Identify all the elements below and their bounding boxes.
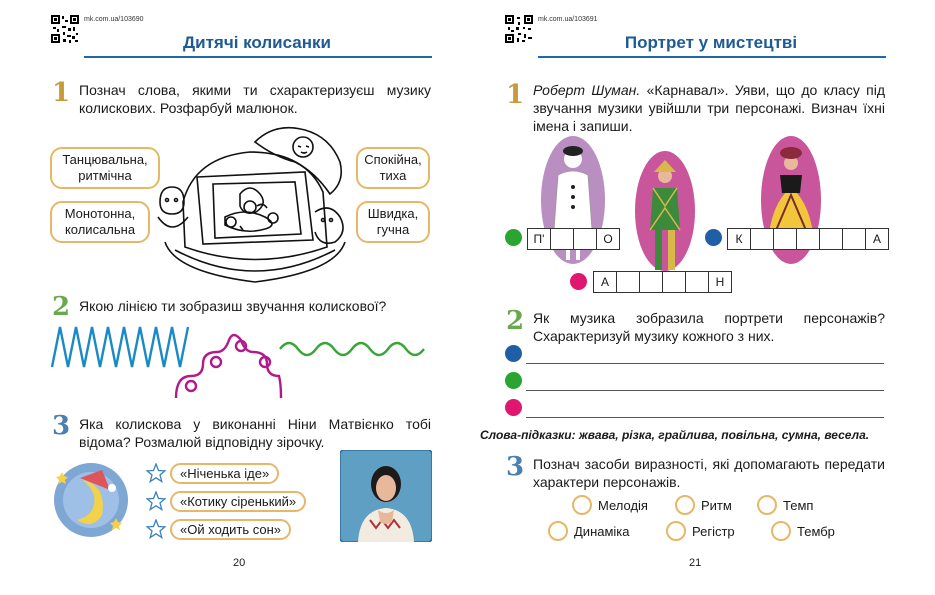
letter-cell[interactable] [662,271,686,293]
name-grid-3[interactable] [594,271,732,293]
letter-cell[interactable] [842,228,866,250]
option-label: Мелодія [598,497,648,513]
wavy-line-option[interactable] [278,334,433,364]
right-page [468,0,935,595]
letter-cell[interactable] [685,271,709,293]
task-text: Яка колискова у виконанні Ніни Матвієнко тобі відома? Розмалюй відповідну зірочку. [79,416,431,450]
letter-cell[interactable] [639,271,663,293]
letter-cell[interactable] [750,228,774,250]
option-pill[interactable]: Спокійна, тиха [356,147,430,189]
checkbox-circle[interactable] [757,495,777,515]
pink-dot-marker [570,273,587,290]
composer-name: Роберт Шуман. [533,82,641,98]
cradle-coloring-image[interactable] [155,122,355,287]
task-number: 2 [506,306,525,336]
star-icon[interactable] [146,463,166,483]
option-pill[interactable]: Швидка, гучна [356,201,430,243]
option-label: Тембр [797,523,835,539]
letter-cell[interactable]: А [593,271,617,293]
scalloped-line-option[interactable] [173,326,283,401]
left-page [0,0,467,595]
task-text: Познач слова, якими ти схарактеризуєш музику колискових. Розфарбуй малюнок. [79,82,431,116]
qr-code-icon [50,14,80,44]
expressive-option[interactable] [771,521,835,541]
letter-cell[interactable] [773,228,797,250]
star-icon[interactable] [146,519,166,539]
song-option[interactable] [146,462,279,484]
task-number: 3 [506,452,525,482]
task-number: 2 [52,292,71,322]
checkbox-circle[interactable] [572,495,592,515]
page-number: 21 [689,557,702,569]
task-number: 1 [506,80,525,110]
song-label: «Ніченька іде» [170,463,279,484]
letter-cell[interactable] [796,228,820,250]
expressive-option[interactable] [757,495,813,515]
letter-cell[interactable]: К [727,228,751,250]
pink-dot-marker [505,399,522,416]
checkbox-circle[interactable] [548,521,568,541]
option-pill[interactable]: Танцювальна, ритмічна [50,147,160,189]
task-number: 1 [52,78,71,108]
page-number: 20 [233,557,246,569]
option-label: Ритм [701,497,732,513]
expressive-option[interactable] [675,495,732,515]
qr-url[interactable]: mk.com.ua/103691 [538,16,598,23]
title-divider [84,56,432,58]
harlequin-image [634,150,696,272]
star-icon[interactable] [146,491,166,511]
page-title: Дитячі колисанки [183,33,331,52]
letter-cell[interactable] [616,271,640,293]
answer-line[interactable] [526,417,884,418]
name-grid-1[interactable] [528,228,620,250]
expressive-option[interactable] [572,495,648,515]
task-text-body: «Карнавал». Уяви, що до класу під звучання музики увійшли три персонажі. Визнач їхні імена і запиши. [533,82,886,134]
answer-line[interactable] [526,390,884,391]
option-label: Регістр [692,523,735,539]
option-pill[interactable]: Монотонна, колиcальна [50,201,150,243]
qr-code-icon [504,14,534,44]
task-text: Як музика зобразила портрети персонажів? Схарактеризуй музику кожного з них. [533,310,885,344]
task-text [533,81,885,135]
name-grid-2[interactable] [728,228,889,250]
task-text: Познач засоби виразності, які допомагають передати характери персонажів. [533,456,885,490]
song-option[interactable] [146,518,291,540]
letter-cell[interactable] [819,228,843,250]
letter-cell[interactable]: А [865,228,889,250]
green-dot-marker [505,372,522,389]
letter-cell[interactable]: Н [708,271,732,293]
task-number: 3 [52,411,71,441]
song-label: «Ой ходить сон» [170,519,291,540]
blue-dot-marker [505,345,522,362]
song-option[interactable] [146,490,306,512]
singer-photo [340,450,432,542]
letter-cell[interactable] [550,228,574,250]
checkbox-circle[interactable] [675,495,695,515]
checkbox-circle[interactable] [666,521,686,541]
checkbox-circle[interactable] [771,521,791,541]
answer-line[interactable] [526,363,884,364]
title-divider [538,56,886,58]
song-label: «Котику сіренький» [170,491,306,512]
letter-cell[interactable] [573,228,597,250]
task-text: Якою лінією ти зобразиш звучання колискової? [79,298,387,314]
moon-sleeping-image [52,460,130,540]
option-label: Динаміка [574,523,630,539]
qr-url[interactable]: mk.com.ua/103690 [84,16,144,23]
letter-cell[interactable]: О [596,228,620,250]
option-label: Темп [783,497,814,513]
blue-dot-marker [705,229,722,246]
expressive-option[interactable] [548,521,630,541]
hint-words: Слова-підказки: жвава, різка, грайлива, повільна, сумна, весела. [480,428,870,442]
letter-cell[interactable]: П' [527,228,551,250]
page-title: Портрет у мистецтві [624,33,798,52]
expressive-option[interactable] [666,521,735,541]
green-dot-marker [505,229,522,246]
